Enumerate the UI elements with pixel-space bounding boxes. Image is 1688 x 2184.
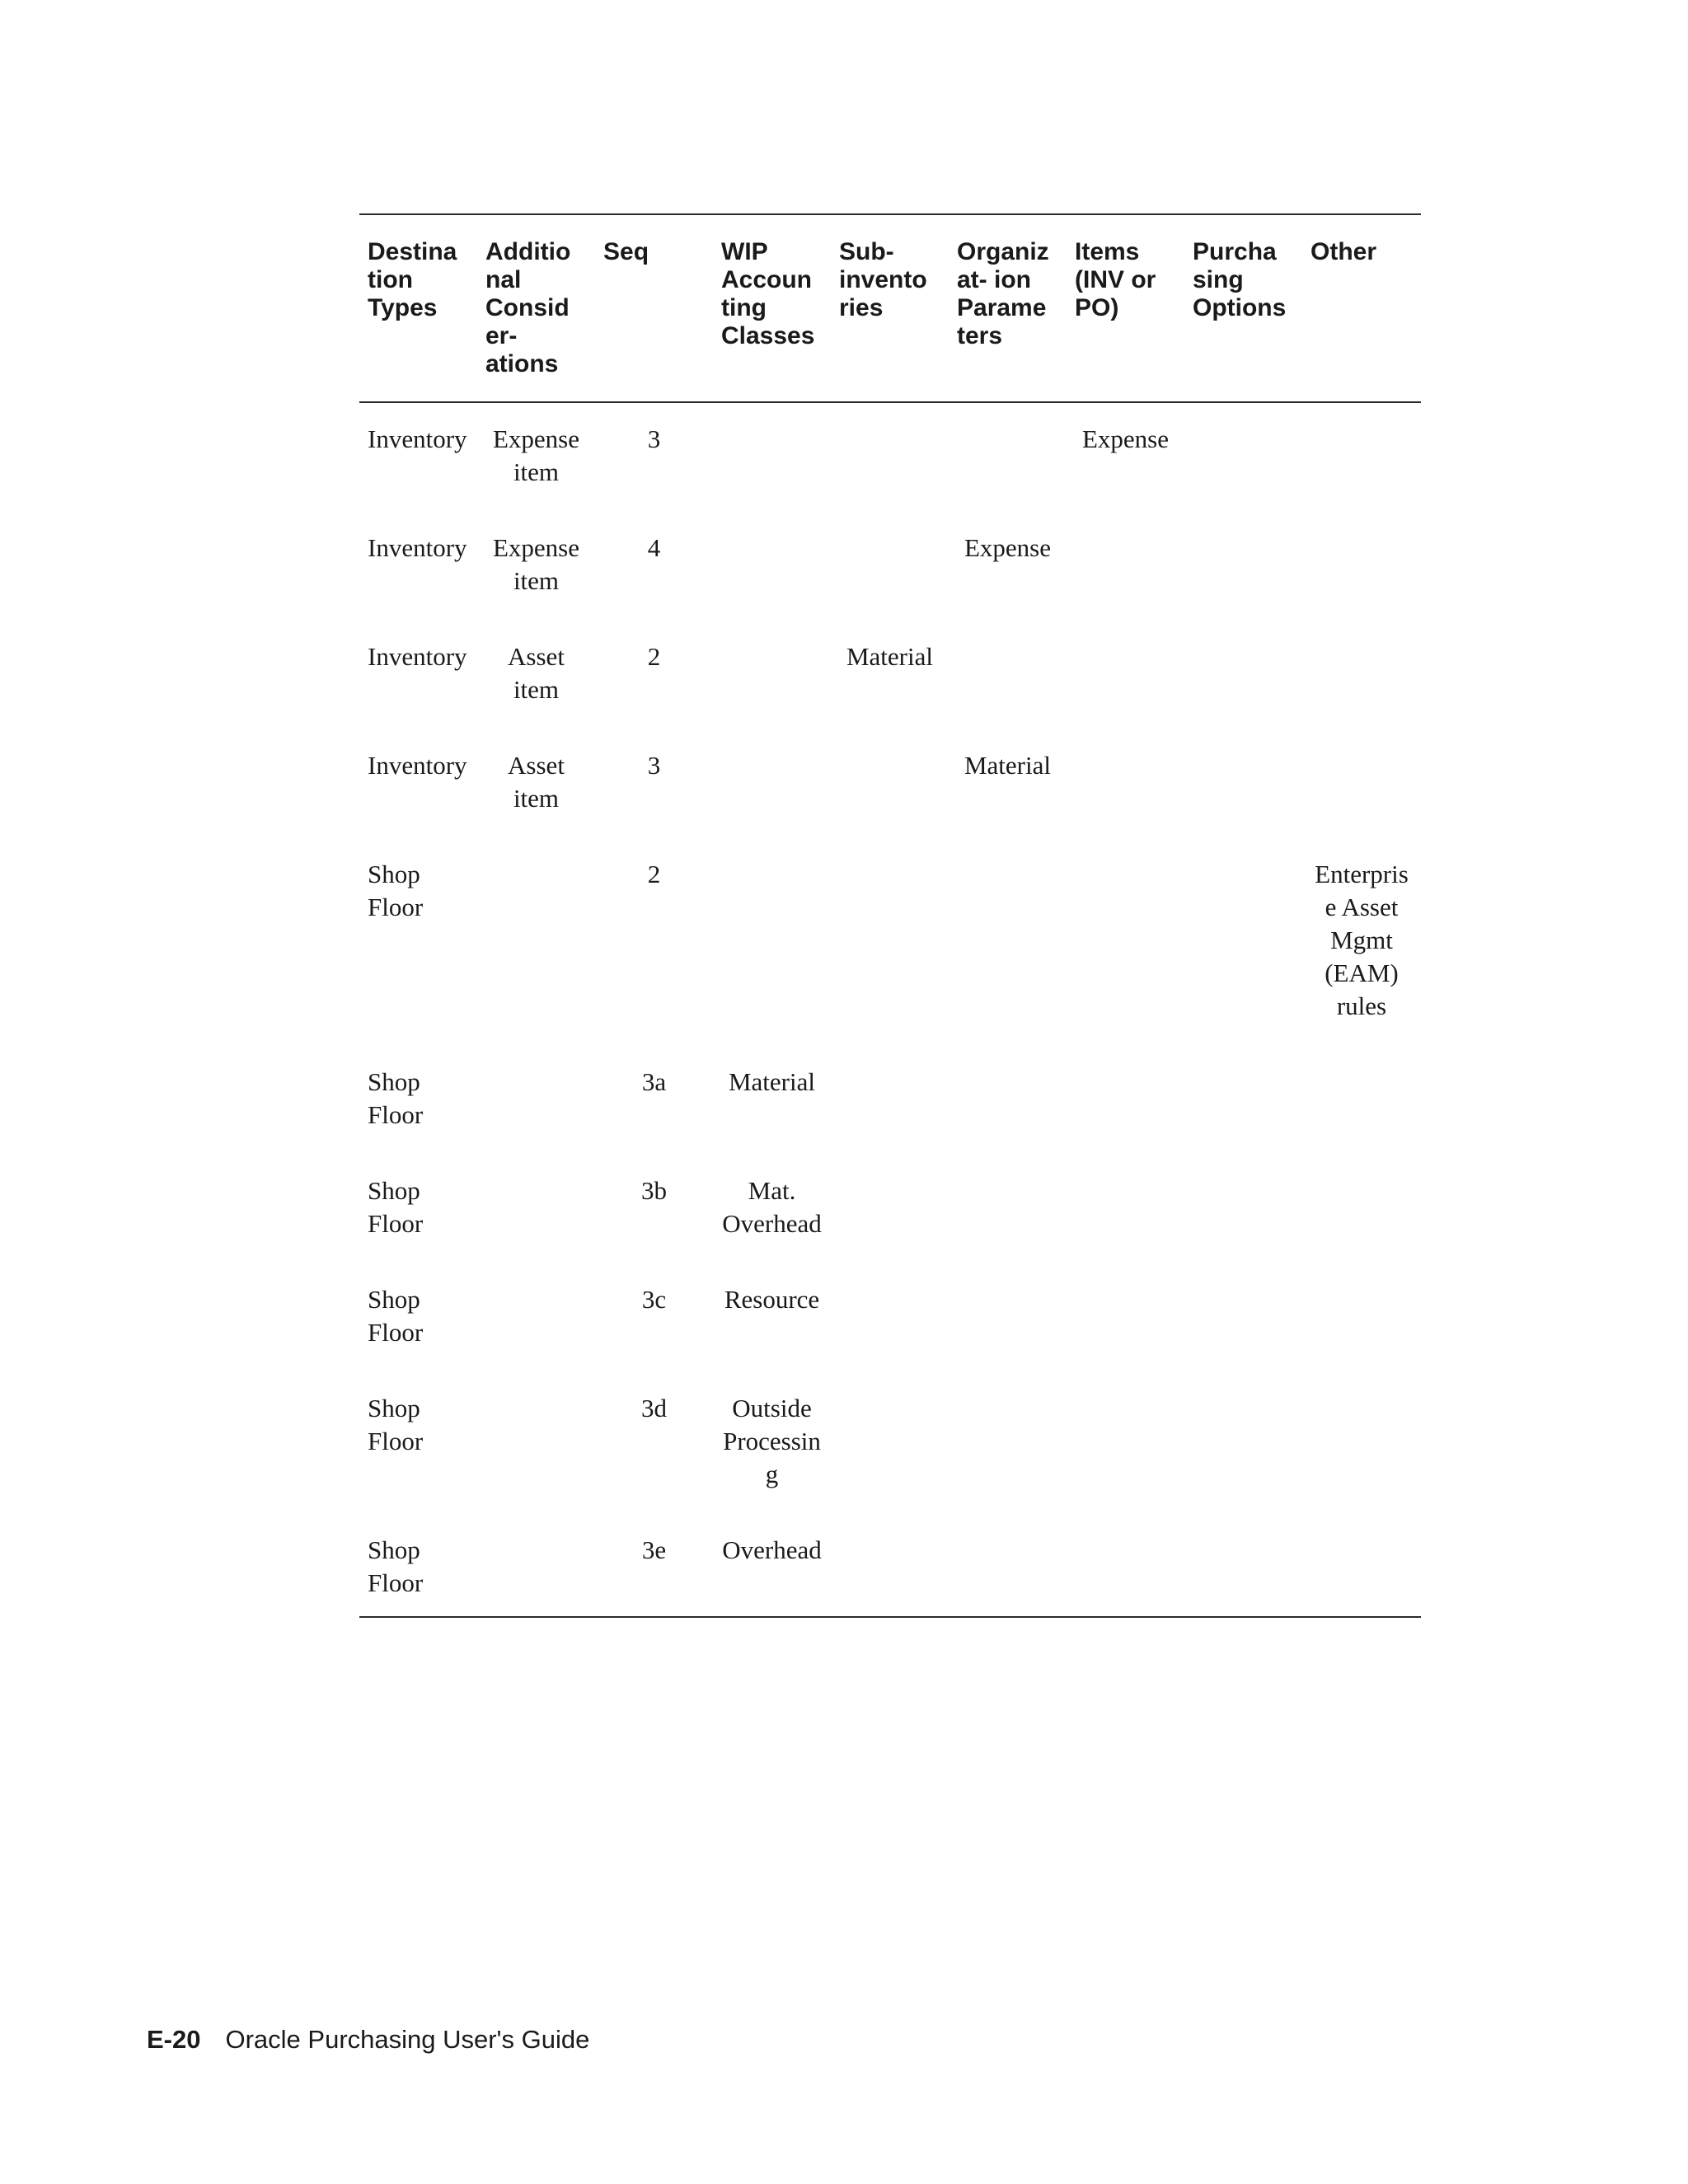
cell-additional-considerations bbox=[477, 1283, 595, 1392]
cell-subinventory bbox=[831, 858, 949, 1066]
cell-destination-type: Shop Floor bbox=[368, 1067, 424, 1129]
cell-seq: 4 bbox=[647, 533, 661, 562]
cell-wip-accounting-class bbox=[713, 402, 831, 532]
table-row bbox=[359, 1283, 1421, 1392]
cell-organization-parameters bbox=[949, 402, 1067, 532]
cell-subinventory bbox=[831, 1066, 949, 1174]
cell-purchasing-options bbox=[1184, 1392, 1302, 1534]
cell-purchasing-options bbox=[1184, 749, 1302, 858]
cell-organization-parameters bbox=[949, 1066, 1067, 1174]
table-row bbox=[359, 1066, 1421, 1174]
cell-destination-type: Shop Floor bbox=[368, 1285, 424, 1347]
header-seq: Seq bbox=[603, 238, 649, 265]
table-row bbox=[359, 532, 1421, 640]
cell-subinventory: Material bbox=[846, 642, 933, 671]
cell-wip-accounting-class bbox=[713, 749, 831, 858]
cell-additional-considerations: Asset item bbox=[508, 642, 565, 704]
cell-destination-type: Shop Floor bbox=[368, 1176, 424, 1238]
cell-wip-accounting-class: Overhead bbox=[722, 1535, 822, 1564]
page-footer bbox=[147, 2023, 589, 2056]
header-organization-parameters: Organiz at- ion Parame ters bbox=[957, 238, 1049, 349]
cell-additional-considerations bbox=[477, 1534, 595, 1617]
cell-organization-parameters bbox=[949, 1174, 1067, 1283]
cell-subinventory bbox=[831, 532, 949, 640]
cell-additional-considerations bbox=[477, 1066, 595, 1174]
cell-subinventory bbox=[831, 1174, 949, 1283]
cell-items bbox=[1067, 858, 1184, 1066]
cell-organization-parameters bbox=[949, 640, 1067, 749]
cell-destination-type: Inventory bbox=[368, 642, 467, 671]
header-wip-accounting-classes: WIP Accoun ting Classes bbox=[721, 238, 815, 349]
table-header bbox=[359, 214, 1421, 402]
cell-other bbox=[1302, 402, 1421, 532]
cell-purchasing-options bbox=[1184, 640, 1302, 749]
cell-destination-type: Inventory bbox=[368, 533, 467, 562]
cell-organization-parameters bbox=[949, 858, 1067, 1066]
cell-wip-accounting-class: Resource bbox=[724, 1285, 820, 1314]
cell-organization-parameters bbox=[949, 1283, 1067, 1392]
table-row bbox=[359, 640, 1421, 749]
cell-seq: 3b bbox=[641, 1176, 667, 1205]
cell-seq: 3c bbox=[641, 1285, 667, 1314]
header-destination-types: Destina tion Types bbox=[368, 238, 457, 321]
cell-purchasing-options bbox=[1184, 1283, 1302, 1392]
cell-destination-type: Shop Floor bbox=[368, 1535, 424, 1597]
cell-seq: 3e bbox=[641, 1535, 667, 1564]
cell-wip-accounting-class: Mat. Overhead bbox=[722, 1176, 822, 1238]
header-items: Items (INV or PO) bbox=[1075, 238, 1156, 321]
cell-destination-type: Shop Floor bbox=[368, 860, 424, 921]
cell-organization-parameters bbox=[949, 1392, 1067, 1534]
cell-subinventory bbox=[831, 402, 949, 532]
table-row bbox=[359, 858, 1421, 1066]
cell-wip-accounting-class: Outside Processing bbox=[723, 1394, 821, 1488]
cell-wip-accounting-class bbox=[713, 858, 831, 1066]
cell-additional-considerations: Expense item bbox=[492, 533, 580, 595]
cell-organization-parameters: Material bbox=[964, 751, 1051, 780]
cell-seq: 3 bbox=[647, 424, 661, 453]
table-row bbox=[359, 749, 1421, 858]
cell-subinventory bbox=[831, 749, 949, 858]
cell-other bbox=[1302, 1066, 1421, 1174]
cell-other bbox=[1302, 640, 1421, 749]
cell-purchasing-options bbox=[1184, 1066, 1302, 1174]
cell-other bbox=[1302, 1283, 1421, 1392]
table-header-row bbox=[359, 214, 1421, 402]
destination-types-table bbox=[359, 213, 1421, 1618]
header-subinventories: Sub- invento ries bbox=[839, 238, 927, 321]
cell-other bbox=[1302, 1534, 1421, 1617]
header-other: Other bbox=[1311, 238, 1377, 265]
cell-items bbox=[1067, 1534, 1184, 1617]
cell-additional-considerations: Expense item bbox=[492, 424, 580, 486]
cell-items bbox=[1067, 1066, 1184, 1174]
cell-seq: 3d bbox=[641, 1394, 667, 1422]
header-additional-considerations: Additio nal Consid er- ations bbox=[485, 238, 571, 377]
table-row bbox=[359, 1174, 1421, 1283]
cell-wip-accounting-class bbox=[713, 532, 831, 640]
cell-subinventory bbox=[831, 1283, 949, 1392]
header-purchasing-options: Purcha sing Options bbox=[1193, 238, 1287, 321]
cell-purchasing-options bbox=[1184, 402, 1302, 532]
table-row bbox=[359, 1392, 1421, 1534]
cell-seq: 2 bbox=[647, 860, 661, 888]
page-number: E-20 bbox=[147, 2025, 201, 2054]
cell-other bbox=[1302, 1174, 1421, 1283]
cell-seq: 3a bbox=[641, 1067, 667, 1096]
cell-purchasing-options bbox=[1184, 1534, 1302, 1617]
destination-types-table-container bbox=[359, 213, 1421, 1618]
cell-items bbox=[1067, 1174, 1184, 1283]
cell-subinventory bbox=[831, 1534, 949, 1617]
book-title: Oracle Purchasing User's Guide bbox=[225, 2025, 590, 2054]
cell-additional-considerations: Asset item bbox=[508, 751, 565, 813]
cell-organization-parameters: Expense bbox=[964, 533, 1052, 562]
cell-organization-parameters bbox=[949, 1534, 1067, 1617]
cell-additional-considerations bbox=[477, 858, 595, 1066]
cell-other bbox=[1302, 749, 1421, 858]
cell-destination-type: Inventory bbox=[368, 424, 467, 453]
cell-wip-accounting-class bbox=[713, 640, 831, 749]
cell-additional-considerations bbox=[477, 1174, 595, 1283]
cell-seq: 2 bbox=[647, 642, 661, 671]
cell-items bbox=[1067, 749, 1184, 858]
table-row bbox=[359, 1534, 1421, 1617]
cell-items bbox=[1067, 532, 1184, 640]
table-row bbox=[359, 402, 1421, 532]
cell-items: Expense bbox=[1081, 424, 1170, 453]
cell-items bbox=[1067, 1283, 1184, 1392]
cell-purchasing-options bbox=[1184, 532, 1302, 640]
cell-additional-considerations bbox=[477, 1392, 595, 1534]
cell-destination-type: Inventory bbox=[368, 751, 467, 780]
cell-wip-accounting-class: Material bbox=[728, 1067, 815, 1096]
cell-seq: 3 bbox=[647, 751, 661, 780]
table-body bbox=[359, 402, 1421, 1617]
cell-destination-type: Shop Floor bbox=[368, 1394, 424, 1455]
cell-purchasing-options bbox=[1184, 1174, 1302, 1283]
cell-items bbox=[1067, 1392, 1184, 1534]
cell-purchasing-options bbox=[1184, 858, 1302, 1066]
cell-other bbox=[1302, 1392, 1421, 1534]
cell-subinventory bbox=[831, 1392, 949, 1534]
cell-other bbox=[1302, 532, 1421, 640]
cell-other: Enterprise Asset Mgmt (EAM) rules bbox=[1315, 860, 1409, 1020]
cell-items bbox=[1067, 640, 1184, 749]
